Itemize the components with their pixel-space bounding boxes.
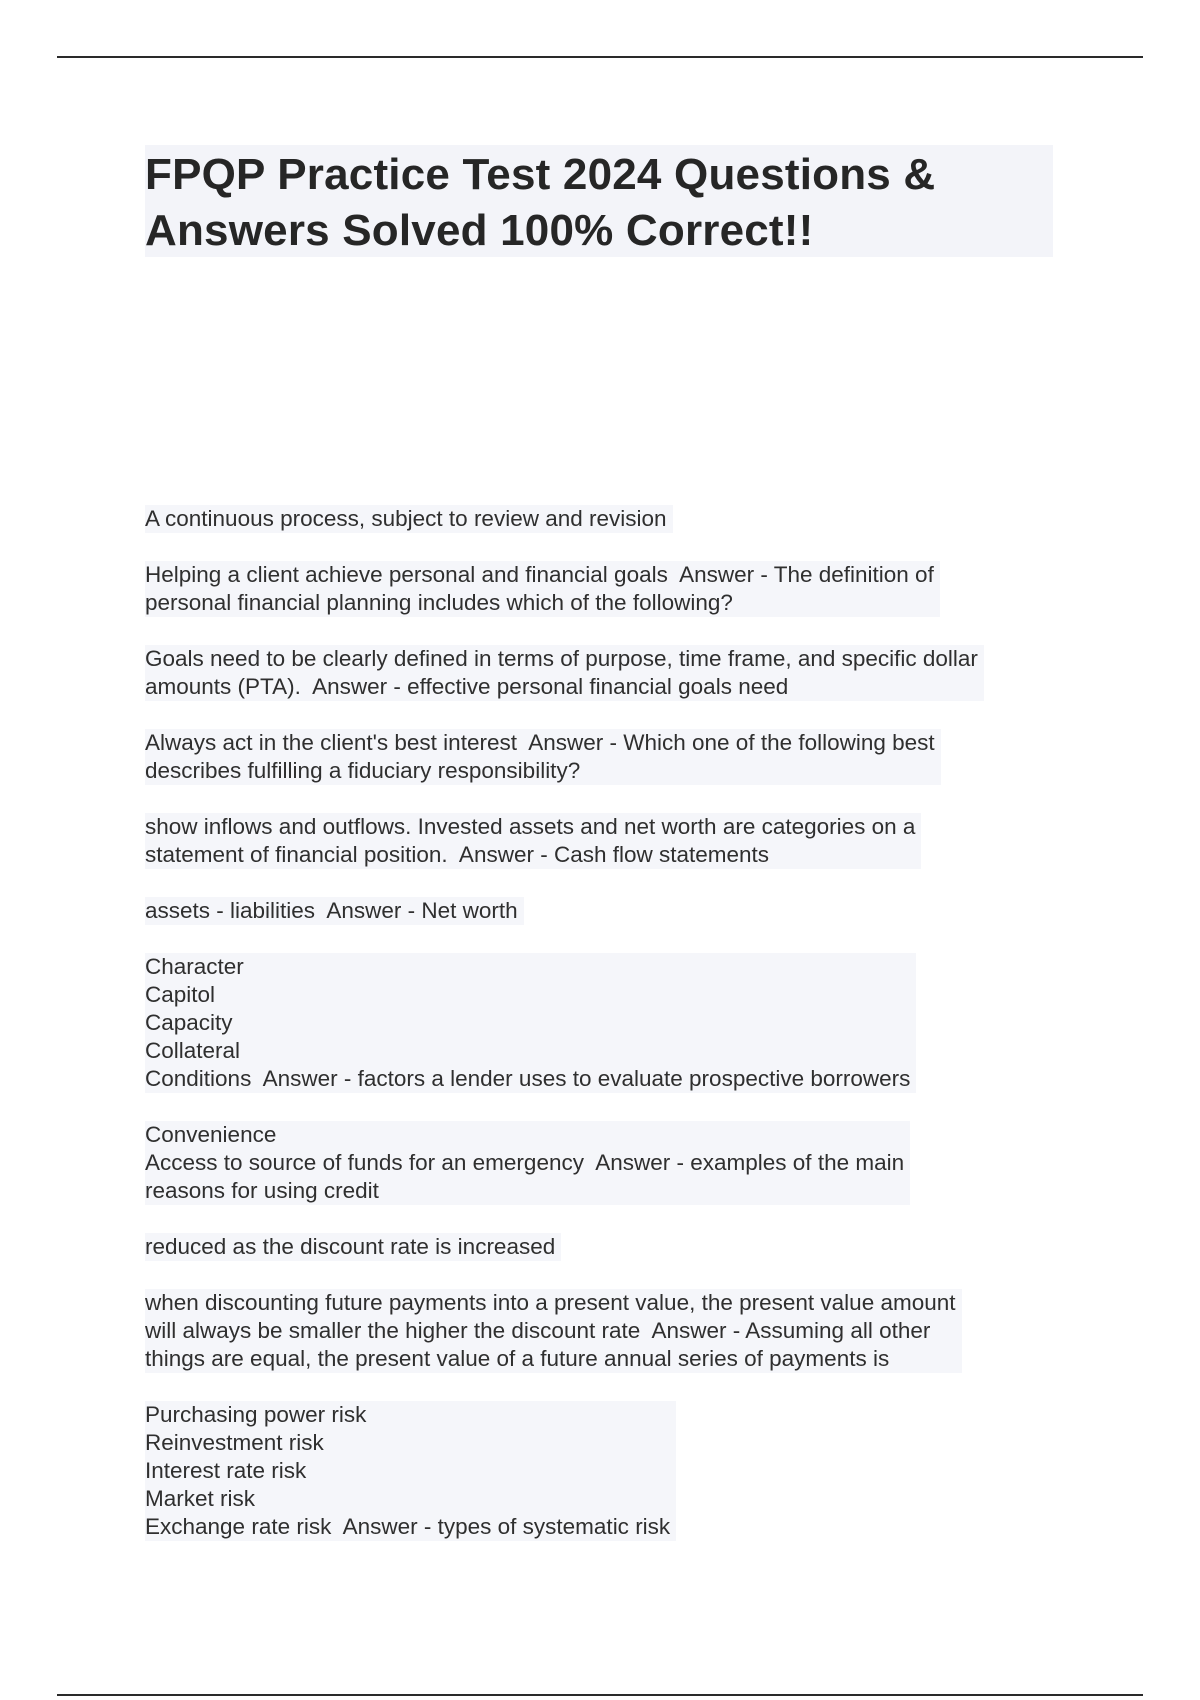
qa-entry-text xyxy=(145,953,916,1093)
qa-line: show inflows and outflows. Invested assets and net worth are categories on a xyxy=(145,814,916,839)
qa-line: Access to source of funds for an emergency Answer - examples of the main xyxy=(145,1150,905,1175)
qa-line: Purchasing power risk xyxy=(145,1402,367,1427)
qa-line: Market risk xyxy=(145,1486,256,1511)
qa-entry xyxy=(145,561,1065,617)
qa-entry-text xyxy=(145,729,941,785)
qa-entry-text xyxy=(145,813,921,869)
bottom-rule xyxy=(57,1694,1143,1696)
qa-line: Exchange rate risk Answer - types of systematic risk xyxy=(145,1514,671,1539)
qa-entry-text xyxy=(145,1401,676,1541)
qa-entry xyxy=(145,505,1065,533)
top-rule xyxy=(57,56,1143,58)
qa-line: Collateral xyxy=(145,1038,241,1063)
qa-entry xyxy=(145,645,1065,701)
qa-line: things are equal, the present value of a future annual series of payments is xyxy=(145,1346,890,1371)
qa-line: Capacity xyxy=(145,1010,233,1035)
qa-line: reduced as the discount rate is increased xyxy=(145,1234,556,1259)
qa-line: assets - liabilities Answer - Net worth xyxy=(145,898,518,923)
title-line-2: Answers Solved 100% Correct!! xyxy=(145,206,814,255)
title-line-1: FPQP Practice Test 2024 Questions & xyxy=(145,150,936,199)
qa-line: Interest rate risk xyxy=(145,1458,307,1483)
qa-entry-text xyxy=(145,645,984,701)
qa-entry-text xyxy=(145,505,673,533)
qa-entry-text xyxy=(145,897,524,925)
qa-line: Goals need to be clearly defined in terms of purpose, time frame, and specific dollar xyxy=(145,646,978,671)
qa-entry xyxy=(145,1401,1065,1541)
qa-line: Capitol xyxy=(145,982,216,1007)
qa-entry xyxy=(145,1121,1065,1205)
qa-line: when discounting future payments into a present value, the present value amount xyxy=(145,1290,956,1315)
qa-line: A continuous process, subject to review and revision xyxy=(145,506,667,531)
qa-entry-text xyxy=(145,1289,962,1373)
qa-entry-text xyxy=(145,1121,910,1205)
title-block xyxy=(145,145,1053,257)
qa-line: Convenience xyxy=(145,1122,277,1147)
qa-entry xyxy=(145,1289,1065,1373)
qa-line: reasons for using credit xyxy=(145,1178,379,1203)
qa-line: Conditions Answer - factors a lender uses to evaluate prospective borrowers xyxy=(145,1066,911,1091)
document-title xyxy=(145,145,1053,259)
qa-line: personal financial planning includes which of the following? xyxy=(145,590,733,615)
qa-line: will always be smaller the higher the discount rate Answer - Assuming all other xyxy=(145,1318,931,1343)
qa-entry xyxy=(145,729,1065,785)
qa-line: Always act in the client's best interest Answer - Which one of the following best xyxy=(145,730,935,755)
qa-entry xyxy=(145,897,1065,925)
qa-line: describes fulfilling a fiduciary responsibility? xyxy=(145,758,581,783)
qa-line: statement of financial position. Answer - Cash flow statements xyxy=(145,842,770,867)
qa-entry xyxy=(145,813,1065,869)
qa-list xyxy=(145,505,1065,1569)
qa-entry-text xyxy=(145,561,940,617)
qa-entry-text xyxy=(145,1233,561,1261)
qa-line: Helping a client achieve personal and financial goals Answer - The definition of xyxy=(145,562,934,587)
qa-entry xyxy=(145,1233,1065,1261)
qa-entry xyxy=(145,953,1065,1093)
qa-line: amounts (PTA). Answer - effective personal financial goals need xyxy=(145,674,789,699)
qa-line: Reinvestment risk xyxy=(145,1430,324,1455)
qa-line: Character xyxy=(145,954,244,979)
